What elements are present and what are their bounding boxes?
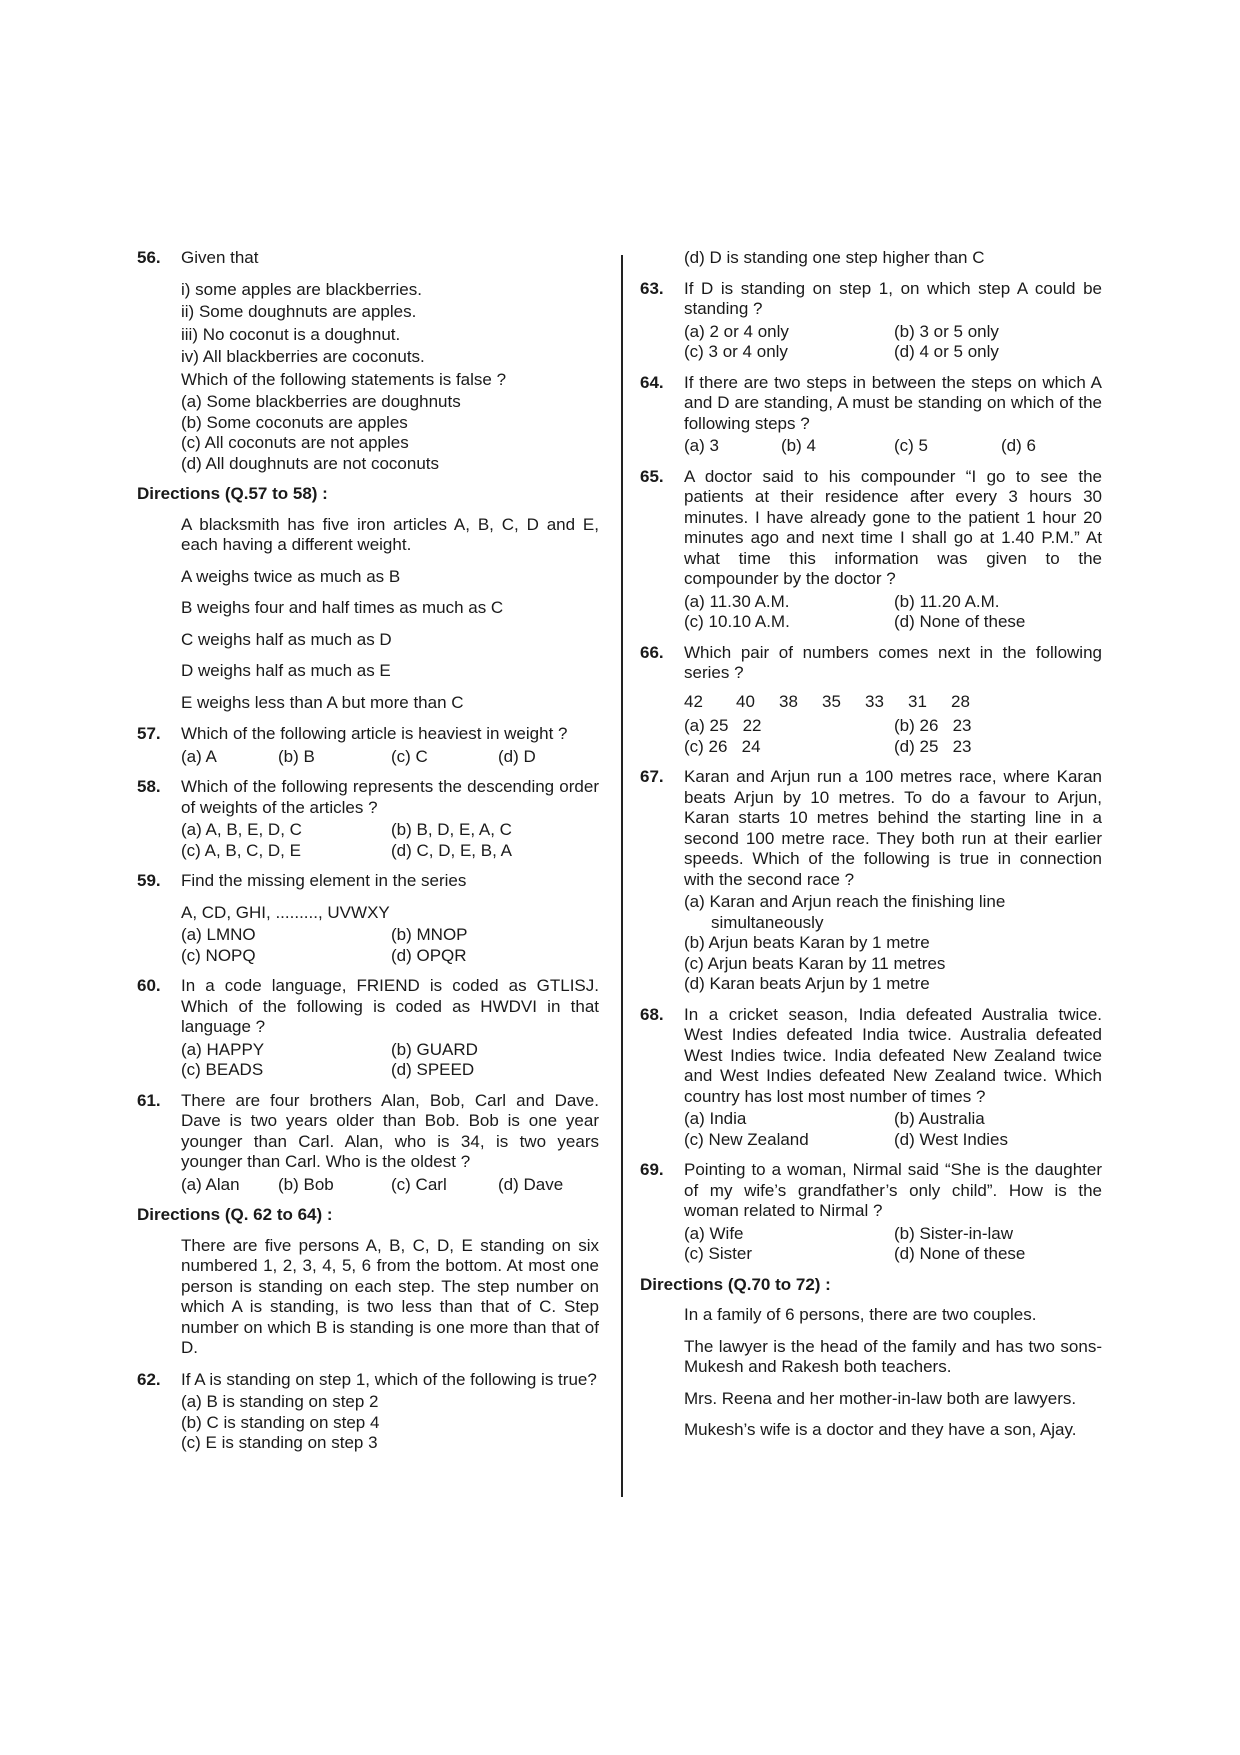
- question-number: 63.: [640, 278, 664, 298]
- series-term: 42: [684, 691, 703, 711]
- option: (a) A, B, E, D, C: [181, 820, 302, 839]
- question-62-continued: [640, 248, 1102, 269]
- question-text: Which of the following represents the descending order of weights of the articles ?: [181, 777, 599, 817]
- question-text: Which of the following article is heaviest in weight ?: [181, 724, 568, 743]
- option: (b) 3 or 5 only: [894, 321, 999, 341]
- option: (a) 2 or 4 only: [684, 321, 789, 341]
- question-67: [640, 767, 1102, 995]
- question-prompt: Which of the following statements is false ?: [181, 369, 507, 389]
- question-number: 59.: [137, 871, 161, 890]
- question-number: 60.: [137, 976, 161, 995]
- directions-paragraph: The lawyer is the head of the family and has two sons-Mukesh and Rakesh both teachers.: [684, 1336, 1102, 1376]
- option: (c) A, B, C, D, E: [181, 840, 301, 860]
- column-divider: [621, 255, 623, 1497]
- question-text: If D is standing on step 1, on which step A could be standing ?: [684, 278, 1102, 318]
- option: (b) Sister-in-law: [894, 1223, 1014, 1243]
- option: (d) West Indies: [894, 1129, 1009, 1149]
- directions-paragraph: Mukesh’s wife is a doctor and they have a son, Ajay.: [684, 1420, 1077, 1439]
- option: (a) Alan: [181, 1174, 240, 1194]
- question-69: [640, 1160, 1102, 1265]
- option: (b) 11.20 A.M.: [894, 591, 1000, 611]
- option: (a) 3: [684, 436, 719, 455]
- option: (c) New Zealand: [684, 1129, 809, 1149]
- directions-paragraph: Mrs. Reena and her mother-in-law both are lawyers.: [684, 1388, 1077, 1408]
- option: (d) 25 23: [894, 736, 972, 756]
- question-number: 66.: [640, 642, 664, 662]
- option: (b) C is standing on step 4: [181, 1412, 380, 1432]
- option: (a) HAPPY: [181, 1039, 265, 1059]
- question-62: [137, 1370, 599, 1454]
- directions-paragraph: There are five persons A, B, C, D, E standing on six numbered 1, 2, 3, 4, 5, 6 from the bottom. At most one person is standing on each step. The step number on which A is standing, is two less than that of C. Step number on which B is standing is one more than that of D.: [181, 1235, 599, 1357]
- question-68: [640, 1005, 1102, 1151]
- series-term: 38: [779, 691, 798, 711]
- option: (c) 10.10 A.M.: [684, 612, 790, 631]
- statement: iv) All blackberries are coconuts.: [181, 347, 425, 366]
- directions-body: [137, 515, 599, 714]
- question-number: 61.: [137, 1090, 161, 1110]
- option: (c) 26 24: [684, 736, 761, 756]
- option: (d) D: [498, 746, 536, 766]
- options: [181, 1175, 599, 1196]
- question-66: [640, 643, 1102, 758]
- question-number: 68.: [640, 1004, 664, 1024]
- options: [684, 1109, 1102, 1150]
- directions-paragraph: D weighs half as much as E: [181, 661, 391, 680]
- option: (d) Karan beats Arjun by 1 metre: [684, 974, 930, 993]
- options: [181, 1040, 599, 1081]
- option: (c) All coconuts are not apples: [181, 433, 409, 452]
- question-63: [640, 279, 1102, 363]
- question-number: 58.: [137, 777, 161, 796]
- option: (d) C, D, E, B, A: [391, 840, 512, 860]
- question-57: [137, 724, 599, 767]
- question-text: Pointing to a woman, Nirmal said “She is the daughter of my wife’s grandfather’s only child”. How is the woman related to Nirmal ?: [684, 1160, 1102, 1220]
- question-number: 64.: [640, 372, 664, 392]
- question-text: If there are two steps in between the steps on which A and D are standing, A must be standing on which of the following steps ?: [684, 372, 1102, 433]
- option: (c) C: [391, 746, 428, 766]
- option: (d) SPEED: [391, 1060, 475, 1079]
- question-64: [640, 373, 1102, 457]
- option: (d) Dave: [498, 1174, 564, 1194]
- question-text: Given that: [181, 248, 259, 267]
- options: [684, 1224, 1102, 1265]
- options: [684, 592, 1102, 633]
- directions-paragraph: A blacksmith has five iron articles A, B, C, D and E, each having a different weight.: [181, 514, 599, 554]
- question-number: 56.: [137, 248, 161, 267]
- series-term: 28: [951, 691, 970, 711]
- option: (a) 11.30 A.M.: [684, 591, 790, 611]
- option: (b) Arjun beats Karan by 1 metre: [684, 933, 930, 952]
- directions-heading: Directions (Q.70 to 72) :: [640, 1274, 831, 1294]
- option: (c) Sister: [684, 1244, 752, 1263]
- statement: ii) Some doughnuts are apples.: [181, 302, 417, 321]
- option: (d) D is standing one step higher than C: [684, 248, 985, 267]
- options: [181, 925, 599, 966]
- option: (d) OPQR: [391, 945, 467, 965]
- question-59: [137, 871, 599, 966]
- statement: i) some apples are blackberries.: [181, 279, 422, 299]
- option: (d) None of these: [894, 612, 1026, 631]
- question-number: 65.: [640, 466, 664, 486]
- option: (a) A: [181, 746, 217, 766]
- option: (b) 26 23: [894, 716, 972, 735]
- options: [684, 322, 1102, 363]
- option: (a) LMNO: [181, 925, 256, 944]
- option: (c) Arjun beats Karan by 11 metres: [684, 953, 946, 973]
- option: (a) B is standing on step 2: [181, 1392, 379, 1411]
- options: [181, 820, 599, 861]
- option: (d) All doughnuts are not coconuts: [181, 453, 439, 473]
- directions-heading: Directions (Q.57 to 58) :: [137, 484, 328, 503]
- directions-paragraph: C weighs half as much as D: [181, 629, 392, 649]
- directions-body: [137, 1236, 599, 1359]
- question-text: Find the missing element in the series: [181, 871, 467, 890]
- question-61: [137, 1091, 599, 1196]
- directions-paragraph: B weighs four and half times as much as C: [181, 598, 504, 617]
- question-number: 67.: [640, 767, 664, 786]
- option: (c) NOPQ: [181, 945, 256, 965]
- question-text: In a code language, FRIEND is coded as GTLISJ. Which of the following is coded as HWDVI in that language ?: [181, 976, 599, 1036]
- option: (d) 6: [1001, 436, 1036, 455]
- option: (a) 25 22: [684, 716, 762, 735]
- question-58: [137, 777, 599, 861]
- option: (d) 4 or 5 only: [894, 342, 999, 361]
- question-number: 69.: [640, 1160, 664, 1179]
- option: (d) None of these: [894, 1244, 1026, 1263]
- question-text: Karan and Arjun run a 100 metres race, where Karan beats Arjun by 10 metres. To do a favour to Arjun, Karan starts 10 metres behind the starting line in a second 100 metre race. They both run at their earlier speeds. Which of the following is true in connection with the second race ?: [684, 767, 1102, 889]
- option: (b) MNOP: [391, 925, 468, 944]
- directions-heading: Directions (Q. 62 to 64) :: [137, 1205, 333, 1224]
- question-60: [137, 976, 599, 1081]
- option: (c) E is standing on step 3: [181, 1433, 378, 1452]
- option: (b) GUARD: [391, 1039, 478, 1059]
- question-number: 62.: [137, 1369, 161, 1389]
- option: (c) 3 or 4 only: [684, 342, 788, 361]
- option: (a) Some blackberries are doughnuts: [181, 392, 461, 411]
- question-56: [137, 248, 599, 474]
- number-series: [684, 692, 1102, 713]
- series-term: 40: [736, 691, 755, 711]
- option: (c) Carl: [391, 1174, 447, 1194]
- option: (b) Bob: [278, 1174, 334, 1194]
- question-text: There are four brothers Alan, Bob, Carl and Dave. Dave is two years older than Bob. Bob is one year younger than Carl. Alan, who is 34, is two years younger than Carl. Who is the oldest ?: [181, 1090, 599, 1171]
- series-term: 33: [865, 691, 884, 711]
- left-column: [137, 248, 599, 1464]
- directions-paragraph: E weighs less than A but more than C: [181, 692, 464, 712]
- option: (c) BEADS: [181, 1060, 264, 1079]
- option: (a) India: [684, 1109, 747, 1128]
- question-text: Which pair of numbers comes next in the following series ?: [684, 642, 1102, 682]
- option: (c) 5: [894, 436, 928, 455]
- options: [181, 747, 599, 768]
- options: [684, 716, 1102, 757]
- right-column: [640, 248, 1102, 1452]
- option: (b) Some coconuts are apples: [181, 412, 408, 432]
- series-term: 35: [822, 691, 841, 711]
- statement: iii) No coconut is a doughnut.: [181, 324, 401, 344]
- option: (b) 4: [781, 436, 816, 455]
- option: (b) B, D, E, A, C: [391, 820, 512, 839]
- question-65: [640, 467, 1102, 633]
- directions-paragraph: A weighs twice as much as B: [181, 566, 401, 586]
- question-text: A doctor said to his compounder “I go to see the patients at their residence after every 3 hours 30 minutes. I have already gone to the patient 1 hour 20 minutes ago and next time I shall go at 1.40 P.M.” At what time this information was given to the compounder by the doctor ?: [684, 466, 1102, 588]
- option: (a) Wife: [684, 1223, 744, 1243]
- question-text: In a cricket season, India defeated Australia twice. West Indies defeated India twice. Australia defeated West Indies twice. India defeated New Zealand twice and West Indies defeated New Zealand twice. Which country has lost most number of times ?: [684, 1004, 1102, 1106]
- letter-series: A, CD, GHI, ........., UVWXY: [181, 902, 390, 922]
- question-number: 57.: [137, 724, 161, 743]
- directions-body: [640, 1305, 1102, 1441]
- option: (a) Karan and Arjun reach the finishing line simultaneously: [684, 892, 1006, 932]
- directions-paragraph: In a family of 6 persons, there are two couples.: [684, 1305, 1037, 1324]
- series-term: 31: [908, 691, 927, 711]
- option: (b) B: [278, 746, 315, 766]
- question-text: If A is standing on step 1, which of the following is true?: [181, 1369, 597, 1389]
- options: [684, 436, 1102, 457]
- option: (b) Australia: [894, 1109, 985, 1128]
